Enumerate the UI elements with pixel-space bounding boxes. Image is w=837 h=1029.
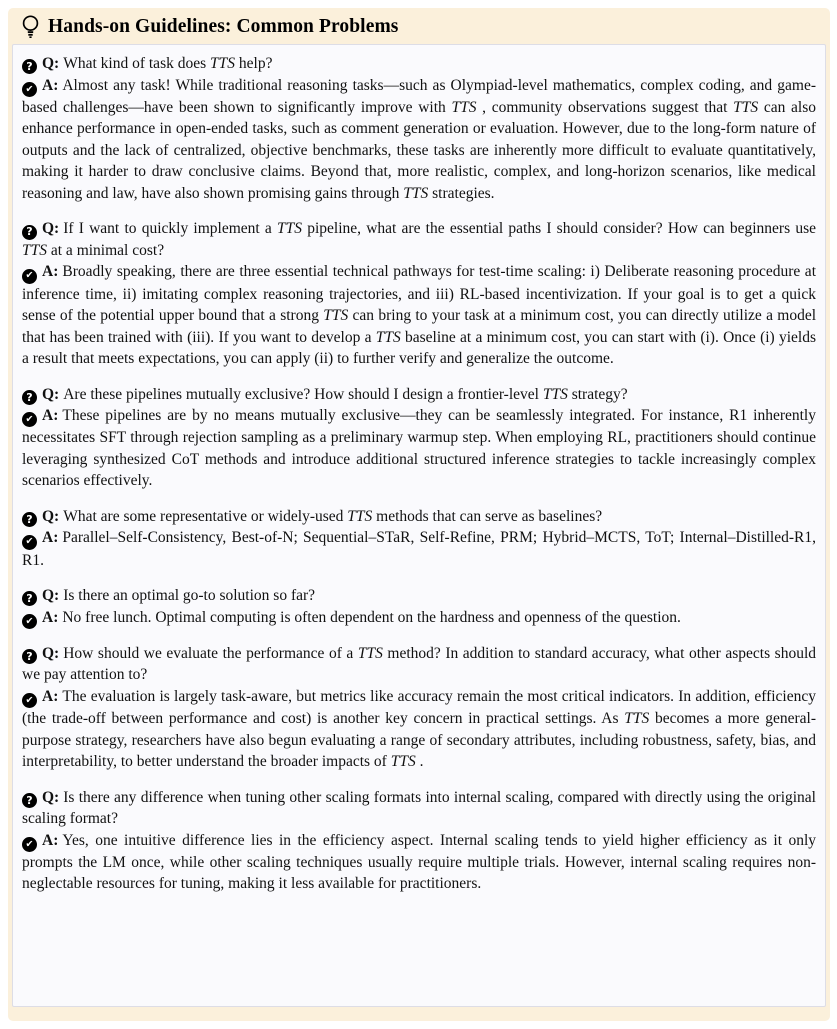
question-text: Is there an optimal go-to solution so far?	[63, 587, 316, 604]
answer-line	[22, 261, 816, 369]
check-circle-icon: ✔	[22, 837, 37, 852]
answer-label: A:	[42, 407, 59, 424]
page-title: Hands-on Guidelines: Common Problems	[48, 15, 399, 37]
check-circle-icon: ✔	[22, 412, 37, 427]
question-text: If I want to quickly implement a TTS pipeline, what are the essential paths I should consider? How can beginners use TTS at a minimal cost?	[22, 220, 816, 259]
check-circle-icon: ✔	[22, 535, 37, 550]
answer-line	[22, 527, 816, 571]
question-label: Q:	[42, 788, 60, 806]
answer-text: The evaluation is largely task-aware, but metrics like accuracy remain the most critical indicators. In addition, efficiency (the trade-off between performance and cost) is another key concern in practical settings. As TTS becomes a more general-purpose strategy, researchers have also begun evaluating a range of secondary attributes, including robustness, safety, bias, and interpretability, to better understand the broader impacts of TTS .	[22, 687, 816, 770]
check-circle-icon: ✔	[22, 82, 37, 97]
question-line	[22, 787, 816, 830]
answer-line	[22, 405, 816, 492]
question-text: What are some representative or widely-used TTS methods that can serve as baselines?	[63, 507, 603, 525]
answer-label: A:	[42, 529, 59, 547]
answer-line	[22, 830, 816, 895]
question-circle-icon: ?	[22, 59, 37, 74]
question-text: Is there any difference when tuning other scaling formats into internal scaling, compared with directly using the original scaling format?	[22, 788, 816, 827]
answer-label: A:	[42, 831, 59, 849]
question-circle-icon: ?	[22, 390, 37, 405]
answer-text: No free lunch. Optimal computing is often dependent on the hardness and openness of the question.	[62, 608, 681, 626]
qa-block	[22, 643, 816, 773]
question-line	[22, 643, 816, 686]
qa-block	[22, 787, 816, 895]
answer-line	[22, 686, 816, 773]
qa-list	[22, 53, 816, 895]
guidelines-box	[8, 8, 830, 1021]
qa-block	[22, 585, 816, 629]
qa-block	[22, 53, 816, 204]
question-circle-icon: ?	[22, 793, 37, 808]
question-circle-icon: ?	[22, 649, 37, 664]
question-label: Q:	[42, 385, 60, 403]
answer-text: Broadly speaking, there are three essential technical pathways for test-time scaling: i) Deliberate reasoning procedure at inference time, ii) imitating complex reasoning trajectories, and iii) RL-based incentivization. If your goal is to get a quick sense of the potential upper bound that a strong TTS can bring to your task at a minimum cost, you can directly utilize a model that has been trained with (iii). If you want to develop a TTS baseline at a minimum cost, you can start with (i). Once (i) yields a result that meets expectations, you can apply (ii) to further verify and generalize the outcome.	[22, 263, 817, 367]
question-line	[22, 384, 816, 406]
question-text: What kind of task does TTS help?	[63, 55, 273, 72]
question-circle-icon: ?	[22, 591, 37, 606]
question-line	[22, 506, 816, 528]
question-label: Q:	[42, 644, 60, 662]
check-circle-icon: ✔	[22, 614, 37, 629]
answer-text: Almost any task! While traditional reasoning tasks—such as Olympiad-level mathematics, complex coding, and game-based challenges—have been shown to significantly improve with TTS , community observations suggest that TTS can also enhance performance in open-ended tasks, such as comment generation or evaluation. However, due to the long-form nature of outputs and the lack of centralized, objective benchmarks, these tasks are inherently more difficult to evaluate quantitatively, making it harder to draw conclusive claims. Beyond that, more realistic, complex, and long-horizon scenarios, like medical reasoning and law, have also shown promising gains through TTS strategies.	[22, 76, 817, 202]
answer-label: A:	[42, 263, 59, 281]
question-line	[22, 585, 816, 607]
question-label: Q:	[42, 507, 60, 525]
check-circle-icon: ✔	[22, 269, 37, 284]
qa-panel	[12, 44, 826, 1007]
question-text: Are these pipelines mutually exclusive? How should I design a frontier-level TTS strategy?	[63, 385, 628, 403]
answer-label: A:	[42, 76, 59, 94]
answer-label: A:	[42, 687, 59, 705]
answer-label: A:	[42, 608, 59, 626]
question-circle-icon: ?	[22, 512, 37, 527]
answer-text: Parallel–Self-Consistency, Best-of-N; Sequential–STaR, Self-Refine, PRM; Hybrid–MCTS, ToT; Internal–Distilled-R1, R1.	[22, 529, 816, 569]
question-line	[22, 218, 816, 261]
qa-block	[22, 218, 816, 369]
question-label: Q:	[42, 55, 60, 72]
box-header	[8, 8, 830, 44]
qa-block	[22, 506, 816, 571]
answer-line	[22, 607, 816, 629]
question-label: Q:	[42, 220, 60, 238]
question-text: How should we evaluate the performance of a TTS method? In addition to standard accuracy, what other aspects should we pay attention to?	[22, 644, 816, 684]
answer-text: Yes, one intuitive difference lies in the efficiency aspect. Internal scaling tends to yield higher efficiency as it only prompts the LM once, while other scaling techniques usually require multiple trials. However, internal scaling requires non-neglectable resources for tuning, making it less available for practitioners.	[22, 831, 816, 893]
lightbulb-icon	[22, 14, 39, 39]
qa-block	[22, 384, 816, 492]
check-circle-icon: ✔	[22, 693, 37, 708]
answer-text: These pipelines are by no means mutually exclusive—they can be seamlessly integrated. For instance, R1 inherently necessitates SFT through rejection sampling as a preliminary warmup step. When employing RL, practitioners should continue leveraging synthesized CoT methods and introduce additional structured inference strategies to tackle increasingly complex scenarios effectively.	[22, 407, 816, 490]
question-label: Q:	[42, 587, 60, 604]
question-circle-icon: ?	[22, 225, 37, 240]
answer-line	[22, 75, 816, 205]
question-line	[22, 53, 816, 75]
